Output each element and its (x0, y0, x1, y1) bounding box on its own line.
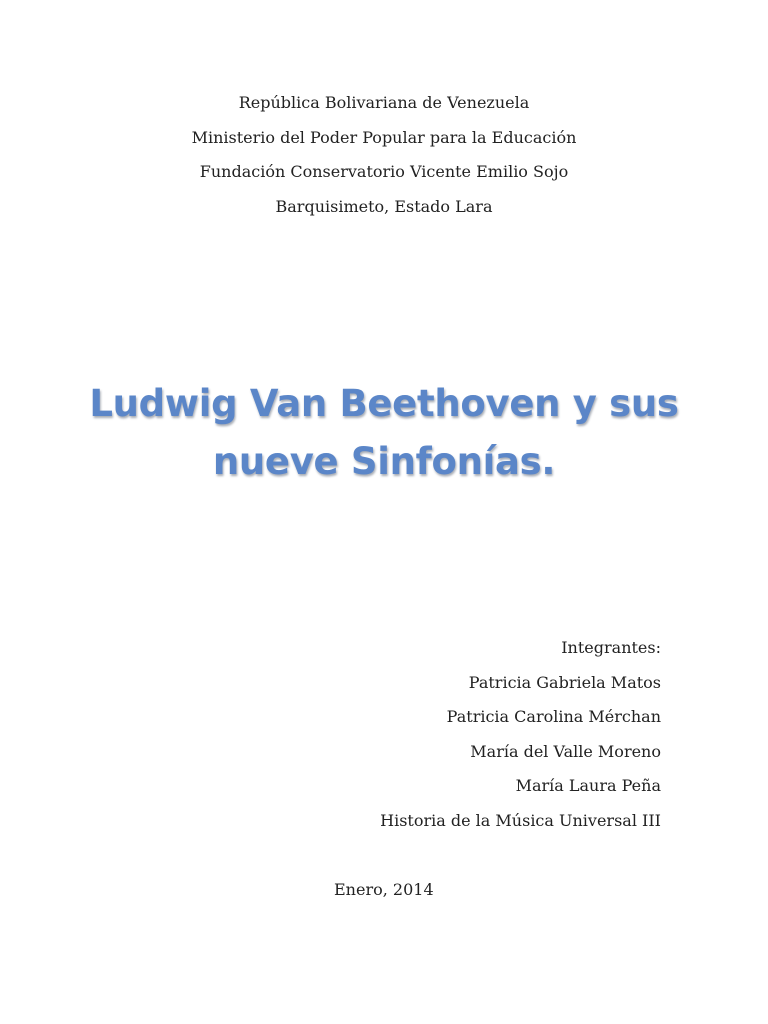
member-name: María del Valle Moreno (470, 741, 661, 761)
members-block (380, 635, 661, 843)
member-name: Patricia Carolina Mérchan (446, 707, 661, 727)
header-line-institution: Fundación Conservatorio Vicente Emilio Sojo (199, 162, 569, 181)
header-line-ministry: Ministerio del Poder Popular para la Educación (191, 127, 577, 147)
document-title (0, 377, 768, 493)
member-name: María Laura Peña (515, 776, 661, 796)
document-date: Enero, 2014 (334, 880, 434, 899)
institution-header (0, 90, 768, 228)
member-name: Patricia Gabriela Matos (468, 672, 661, 692)
members-heading: Integrantes: (561, 638, 661, 657)
header-line-country: República Bolivariana de Venezuela (238, 93, 530, 112)
course-name: Historia de la Música Universal III (380, 810, 661, 830)
title-line-1: Ludwig Van Beethoven y sus (89, 382, 679, 425)
header-line-city: Barquisimeto, Estado Lara (275, 196, 493, 216)
title-line-2: nueve Sinfonías. (212, 440, 556, 483)
